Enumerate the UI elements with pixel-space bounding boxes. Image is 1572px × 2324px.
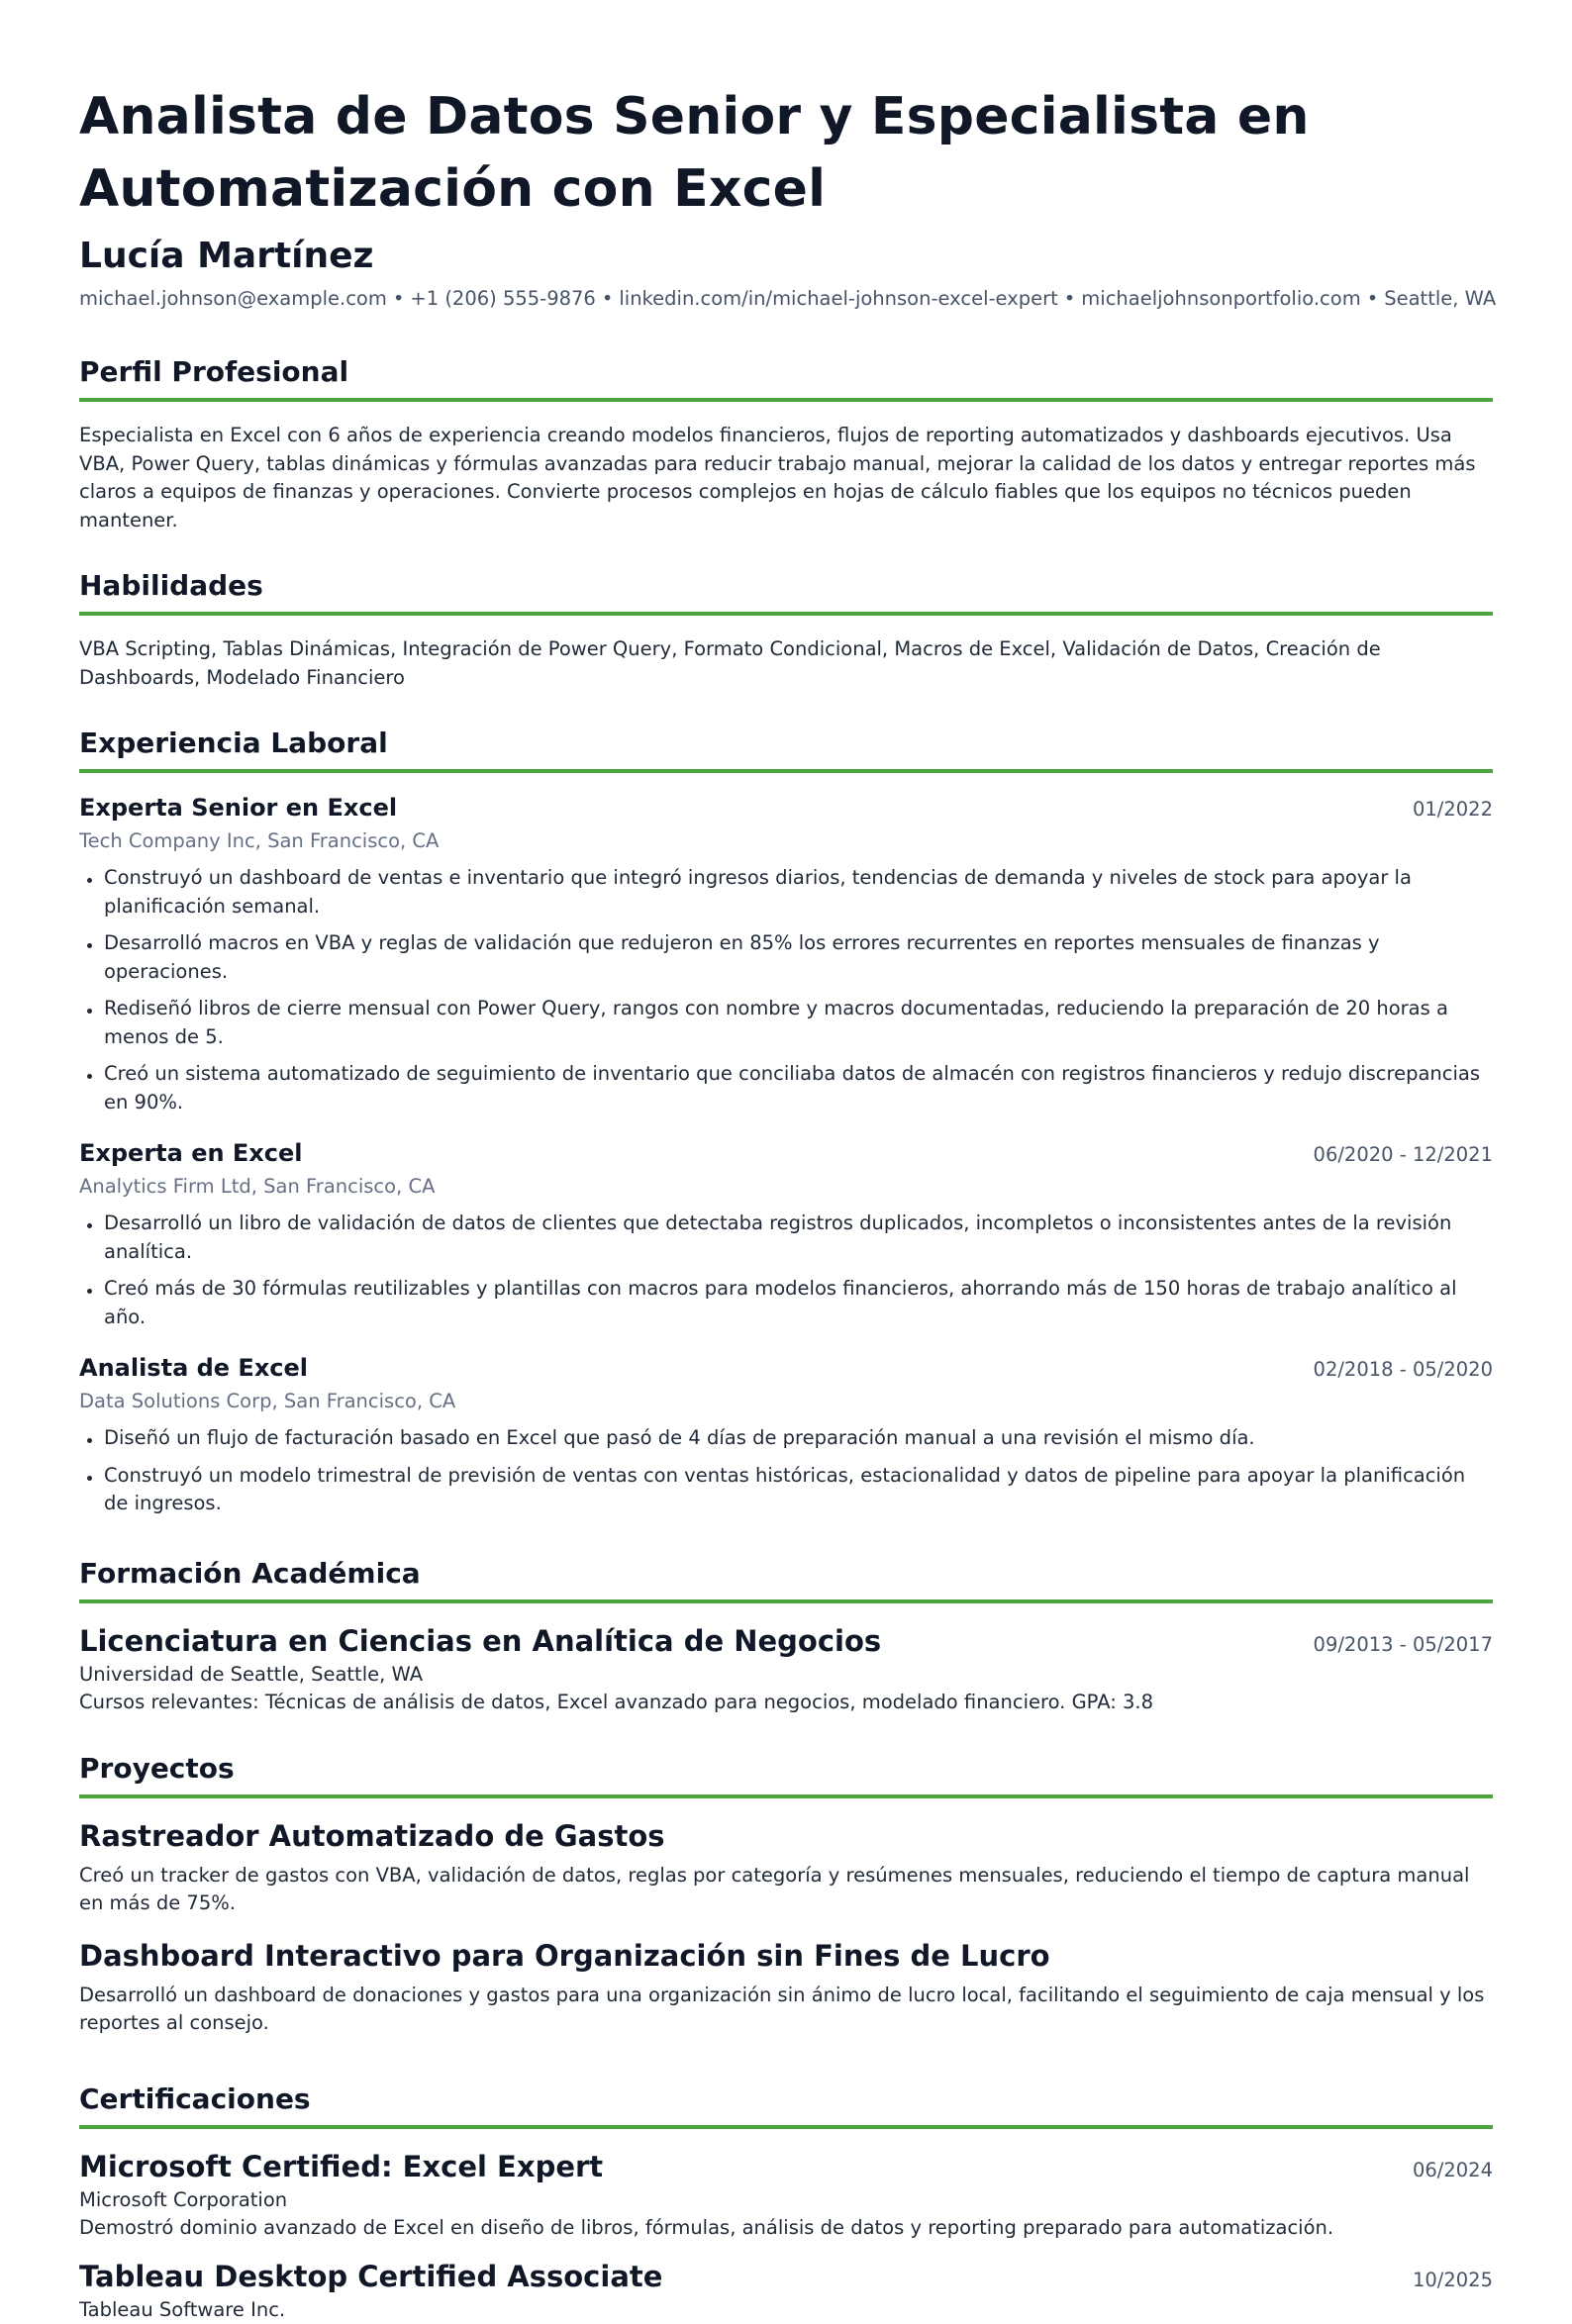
education-section <box>79 1554 1493 1717</box>
contact-portfolio[interactable]: michaeljohnsonportfolio.com <box>1081 287 1360 310</box>
education-body <box>79 1621 1493 1717</box>
job-date: 06/2020 - 12/2021 <box>1314 1143 1493 1166</box>
document-title-line-1: Analista de Datos Senior y Especialista en <box>79 87 1310 146</box>
job-bullets <box>79 1424 1493 1518</box>
contact-separator: • <box>596 287 620 310</box>
certification-header <box>79 2257 1493 2296</box>
job-bullets <box>79 864 1493 1116</box>
education-degree: Licenciatura en Ciencias en Analítica de Negocios <box>79 1621 881 1661</box>
experience-heading: Experiencia Laboral <box>79 724 1493 773</box>
education-details: Cursos relevantes: Técnicas de análisis de datos, Excel avanzado para negocios, modelado financiero. GPA: 3.8 <box>79 1689 1493 1717</box>
job-entry <box>79 1136 1493 1331</box>
job-bullet: Creó un sistema automatizado de seguimiento de inventario que conciliaba datos de almacén con registros financieros y redujo discrepancias en 90%. <box>79 1060 1493 1116</box>
job-header <box>79 1351 1493 1385</box>
job-company: Analytics Firm Ltd, San Francisco, CA <box>79 1172 1493 1202</box>
contact-separator: • <box>1361 287 1385 310</box>
certification-title: Tableau Desktop Certified Associate <box>79 2257 662 2296</box>
contact-location: Seattle, WA <box>1384 287 1496 310</box>
project-entry <box>79 1816 1493 1918</box>
job-date: 02/2018 - 05/2020 <box>1314 1358 1493 1381</box>
education-date: 09/2013 - 05/2017 <box>1314 1633 1493 1656</box>
job-date: 01/2022 <box>1413 798 1493 821</box>
profile-section <box>79 352 1493 534</box>
job-title: Experta Senior en Excel <box>79 791 397 824</box>
project-description: Creó un tracker de gastos con VBA, validación de datos, reglas por categoría y resúmenes mensuales, reduciendo el tiempo de captura manual en más de 75%. <box>79 1862 1493 1918</box>
project-entry <box>79 1936 1493 2038</box>
skills-heading: Habilidades <box>79 566 1493 616</box>
certifications-section <box>79 2080 1493 2324</box>
job-bullets <box>79 1210 1493 1331</box>
skills-section <box>79 566 1493 692</box>
skills-text: VBA Scripting, Tablas Dinámicas, Integración de Power Query, Formato Condicional, Macros de Excel, Validación de Datos, Creación de Dashboards, Modelado Financiero <box>79 635 1493 692</box>
job-entry <box>79 1351 1493 1518</box>
certification-entry <box>79 2147 1493 2243</box>
resume-content <box>79 81 1493 2324</box>
certification-entry <box>79 2257 1493 2324</box>
document-title-line-2: Automatización con Excel <box>79 159 826 219</box>
certification-date: 10/2025 <box>1413 2269 1493 2291</box>
project-description: Desarrolló un dashboard de donaciones y gastos para una organización sin ánimo de lucro local, facilitando el seguimiento de caja mensual y los reportes al consejo. <box>79 1982 1493 2038</box>
contact-info <box>79 285 1493 313</box>
certifications-heading: Certificaciones <box>79 2080 1493 2129</box>
projects-body <box>79 1816 1493 2038</box>
job-bullet: Construyó un dashboard de ventas e inventario que integró ingresos diarios, tendencias de demanda y niveles de stock para apoyar la planificación semanal. <box>79 864 1493 920</box>
job-company: Data Solutions Corp, San Francisco, CA <box>79 1387 1493 1416</box>
job-bullet: Diseñó un flujo de facturación basado en Excel que pasó de 4 días de preparación manual a una revisión el mismo día. <box>79 1424 1493 1453</box>
profile-body <box>79 422 1493 534</box>
contact-linkedin[interactable]: linkedin.com/in/michael-johnson-excel-expert <box>619 287 1057 310</box>
certification-date: 06/2024 <box>1413 2159 1493 2181</box>
education-school: Universidad de Seattle, Seattle, WA <box>79 1661 1493 1690</box>
job-header <box>79 791 1493 824</box>
contact-separator: • <box>387 287 411 310</box>
certifications-body <box>79 2147 1493 2324</box>
certification-issuer: Microsoft Corporation <box>79 2186 1493 2215</box>
job-entry <box>79 791 1493 1116</box>
job-title: Analista de Excel <box>79 1351 308 1385</box>
job-bullet: Rediseñó libros de cierre mensual con Power Query, rangos con nombre y macros documentadas, reduciendo la preparación de 20 horas a menos de 5. <box>79 995 1493 1051</box>
job-bullet: Desarrolló un libro de validación de datos de clientes que detectaba registros duplicados, incompletos o inconsistentes antes de la revisión analítica. <box>79 1210 1493 1266</box>
contact-separator: • <box>1058 287 1082 310</box>
job-bullet: Desarrolló macros en VBA y reglas de validación que redujeron en 85% los errores recurrentes en reportes mensuales de finanzas y operaciones. <box>79 929 1493 986</box>
projects-heading: Proyectos <box>79 1749 1493 1798</box>
job-title: Experta en Excel <box>79 1136 303 1170</box>
project-title: Rastreador Automatizado de Gastos <box>79 1816 1493 1856</box>
profile-text: Especialista en Excel con 6 años de experiencia creando modelos financieros, flujos de reporting automatizados y dashboards ejecutivos. Usa VBA, Power Query, tablas dinámicas y fórmulas avanzadas para reducir trabajo manual, mejorar la calidad de los datos y entregar reportes más claros a equipos de finanzas y operaciones. Convierte procesos complejos en hojas de cálculo fiables que los equipos no técnicos pueden mantener. <box>79 422 1493 534</box>
certification-description: Demostró dominio avanzado de Excel en diseño de libros, fórmulas, análisis de datos y reporting preparado para automatización. <box>79 2214 1493 2243</box>
experience-body <box>79 791 1493 1518</box>
contact-email[interactable]: michael.johnson@example.com <box>79 287 387 310</box>
profile-heading: Perfil Profesional <box>79 352 1493 402</box>
document-title <box>79 81 1493 226</box>
job-bullet: Construyó un modelo trimestral de previsión de ventas con ventas históricas, estacionalidad y datos de pipeline para apoyar la planificación de ingresos. <box>79 1462 1493 1518</box>
projects-section <box>79 1749 1493 2038</box>
contact-phone: +1 (206) 555-9876 <box>410 287 595 310</box>
education-header <box>79 1621 1493 1661</box>
certification-title: Microsoft Certified: Excel Expert <box>79 2147 603 2186</box>
skills-body <box>79 635 1493 692</box>
experience-section <box>79 724 1493 1518</box>
person-name: Lucía Martínez <box>79 232 1493 281</box>
education-heading: Formación Académica <box>79 1554 1493 1603</box>
certification-issuer: Tableau Software Inc. <box>79 2296 1493 2324</box>
job-bullet: Creó más de 30 fórmulas reutilizables y plantillas con macros para modelos financieros, ahorrando más de 150 horas de trabajo analítico al año. <box>79 1275 1493 1331</box>
job-header <box>79 1136 1493 1170</box>
project-title: Dashboard Interactivo para Organización sin Fines de Lucro <box>79 1936 1493 1976</box>
job-company: Tech Company Inc, San Francisco, CA <box>79 826 1493 856</box>
certification-header <box>79 2147 1493 2186</box>
